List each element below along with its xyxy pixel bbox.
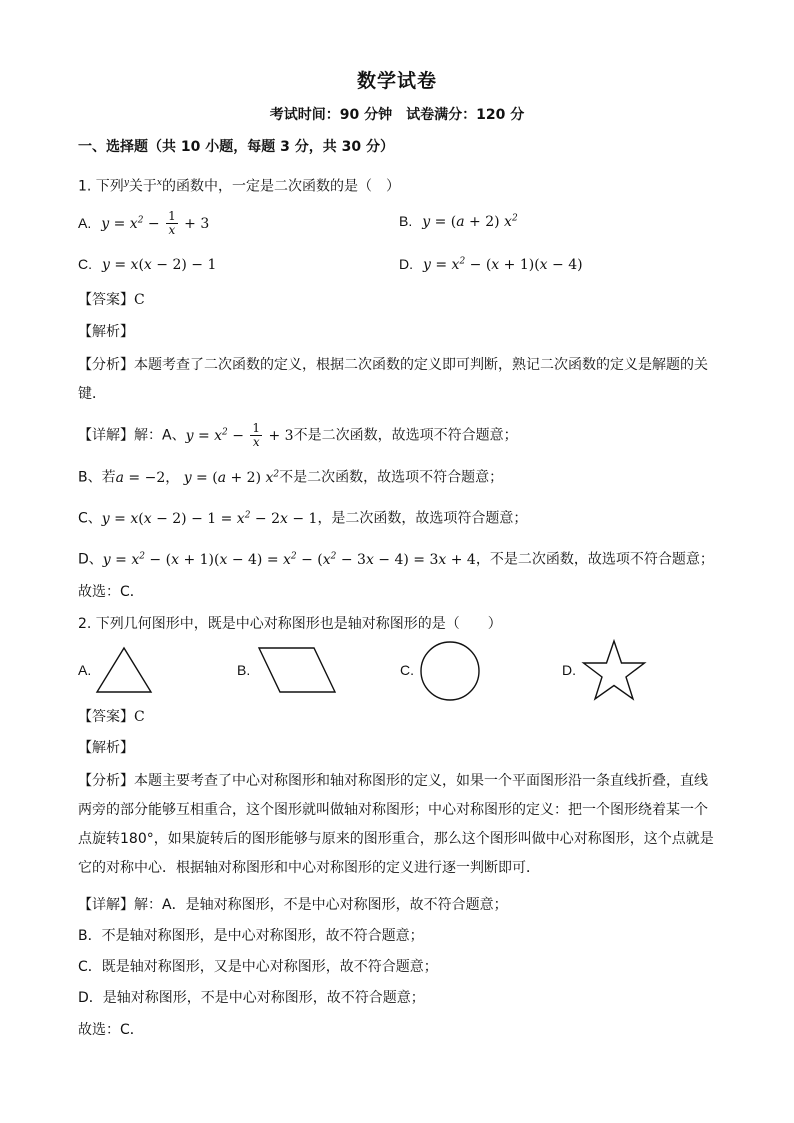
q1-option-b[interactable] [399, 213, 518, 230]
q1-stem [78, 173, 400, 197]
q2-fenxi [78, 767, 718, 883]
q1-detail-a [78, 422, 518, 449]
detail-b-prefix: B、若 [78, 469, 116, 486]
q1-stem-text-c: 的函数中，一定是二次函数的是（ ） [161, 178, 400, 195]
option-label: B. [237, 662, 251, 678]
q1-detail-b [78, 464, 503, 488]
q2-analysis-tag: 【解析】 [78, 740, 134, 756]
q1-var-x: x [156, 178, 162, 188]
section-heading: 一、选择题（共 10 小题，每题 3 分，共 30 分） [78, 139, 394, 155]
q1-stem-text-a: 1. 下列 [78, 178, 124, 195]
detail-a-text: 解：A．是轴对称图形，不是中心对称图形，故不符合题意； [134, 897, 508, 913]
detail-d-prefix: D、 [78, 551, 103, 568]
q1-option-a[interactable] [78, 210, 209, 237]
option-label: C. [400, 662, 414, 678]
exam-info: 考试时间：90 分钟 试卷满分：120 分 [269, 107, 525, 123]
option-label: A. [78, 214, 92, 231]
q2-stem: 2. 下列几何图形中，既是中心对称图形也是轴对称图形的是（ ） [78, 616, 502, 632]
detail-c-prefix: C、 [78, 510, 102, 527]
q1-choose: 故选：C． [78, 584, 144, 600]
option-label: D. [562, 662, 576, 678]
triangle-icon [94, 645, 154, 695]
q1-option-d[interactable] [399, 256, 583, 273]
q1-detail-c [78, 505, 527, 529]
option-label: C. [78, 256, 92, 272]
q2-detail-b: B．不是轴对称图形，是中心对称图形，故不符合题意； [78, 928, 424, 944]
circle-icon [418, 640, 482, 702]
detail-d-formula: $y = x^2 - (x + 1)(x - 4) = x^2 - (x^2 - 3x - 4) = 3x + 4$ [102, 551, 476, 568]
parallelogram-icon [256, 645, 338, 695]
q1-detail-d [78, 546, 714, 570]
option-label: A. [78, 662, 92, 678]
detail-c-suffix: ，是二次函数，故选项符合题意； [317, 510, 528, 527]
q1-option-d-formula: $y = x^2 - (x + 1)(x - 4)$ [423, 256, 583, 273]
detail-a-formula: $y = x^2$ − $\frac{1}{x}$ + 3 [185, 421, 294, 450]
option-label: B. [399, 213, 413, 229]
q1-fenxi [78, 351, 718, 409]
detail-c-formula: $y = x(x - 2) - 1 = x^2 - 2x - 1$ [101, 510, 318, 527]
detail-a-suffix: 不是二次函数，故选项不符合题意； [293, 427, 518, 444]
fenxi-tag: 【分析】 [78, 357, 134, 373]
detail-b-suffix: 不是二次函数，故选项不符合题意； [279, 469, 504, 486]
page-title: 数学试卷 [356, 70, 437, 92]
q1-option-a-formula: $y = x^2$ − $\frac{1}{x}$ + 3 [101, 209, 210, 237]
q2-detail-a [78, 895, 508, 915]
q2-answer [78, 707, 145, 727]
fenxi-tag: 【分析】 [78, 773, 134, 789]
q1-option-c[interactable] [78, 256, 216, 273]
answer-tag: 【答案】 [78, 292, 134, 308]
fenxi-text: 本题主要考查了中心对称图形和轴对称图形的定义，如果一个平面图形沿一条直线折叠，直线两旁的部分能够互相重合，这个图形就叫做轴对称图形；中心对称图形的定义：把一个图形绕着某一个点旋转180°，如果旋转后的图形能够与原来的图形重合，那么这个图形叫做中心对称图形，这个点就是它的对称中心．根据轴对称图形和中心对称图形的定义进行逐一判断即可． [78, 773, 714, 876]
fenxi-text: 本题考查了二次函数的定义，根据二次函数的定义即可判断，熟记二次函数的定义是解题的关键． [78, 357, 708, 402]
star-icon [581, 639, 647, 701]
detail-tag: 【详解】 [78, 427, 134, 444]
q1-answer [78, 290, 145, 310]
option-label: D. [399, 256, 413, 272]
q2-detail-d: D．是轴对称图形，不是中心对称图形，故不符合题意； [78, 990, 425, 1006]
detail-b-formula: a = −2， y = (a + 2) $x^2$ [115, 469, 280, 486]
q2-detail-c: C．既是轴对称图形，又是中心对称图形，故不符合题意； [78, 959, 438, 975]
answer-tag: 【答案】 [78, 709, 134, 725]
answer-value: C [134, 709, 145, 725]
detail-d-suffix: ，不是二次函数，故选项不符合题意； [475, 551, 714, 568]
q1-option-c-formula: y = x(x − 2) − 1 [102, 257, 217, 273]
q1-analysis-tag: 【解析】 [78, 324, 134, 340]
q1-var-y: y [123, 178, 129, 188]
q1-option-b-formula: y = (a + 2) $x^2$ [422, 213, 518, 230]
answer-value: C [134, 292, 145, 308]
detail-a-prefix: 解：A、 [134, 427, 186, 444]
q1-stem-text-b: 关于 [128, 178, 157, 195]
detail-tag: 【详解】 [78, 897, 134, 913]
q2-choose: 故选：C． [78, 1022, 144, 1038]
